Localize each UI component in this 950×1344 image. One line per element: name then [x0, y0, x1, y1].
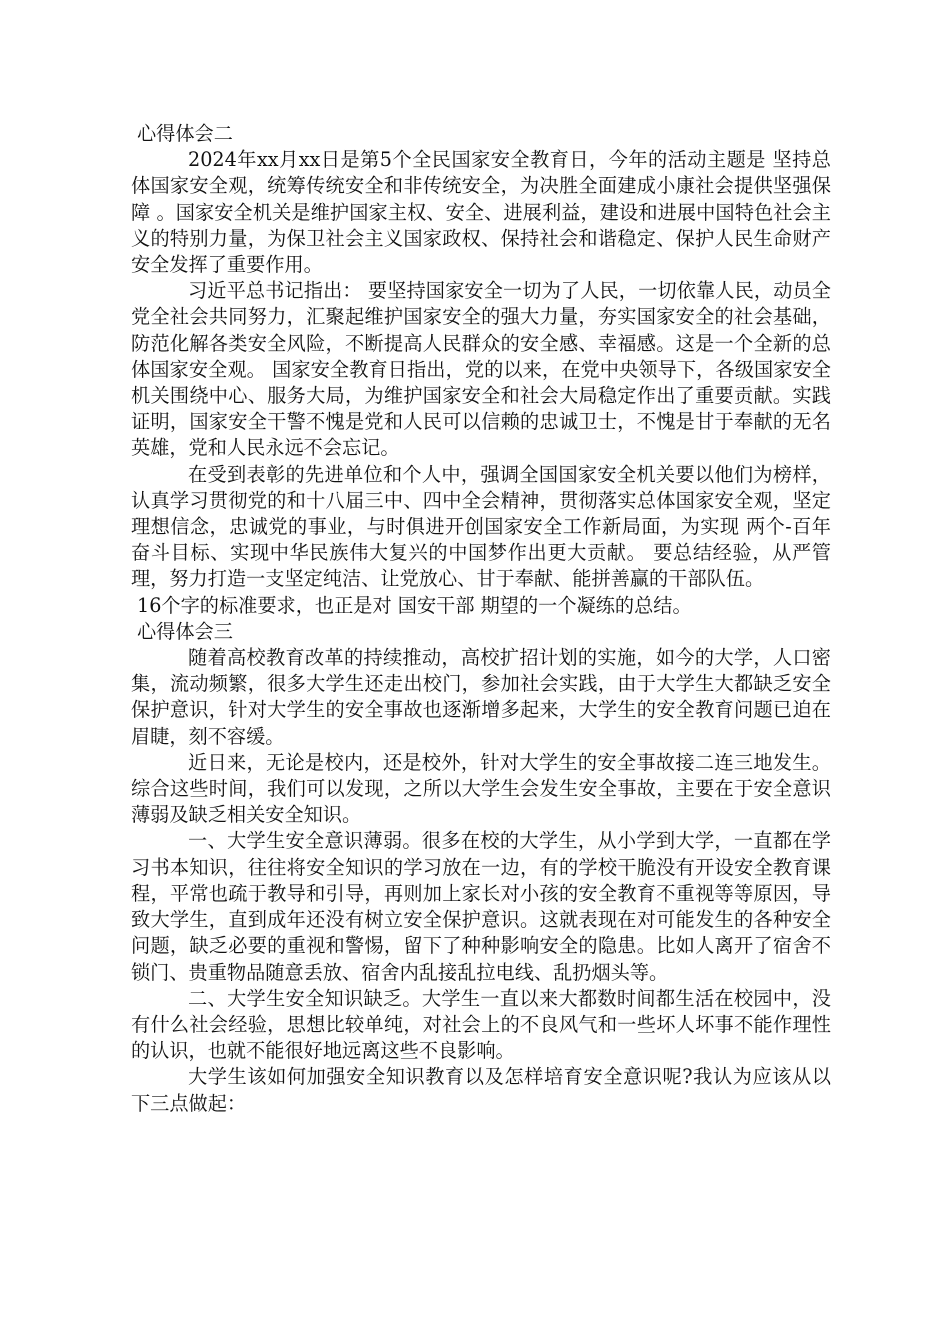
- paragraph: 大学生该如何加强安全知识教育以及怎样培育安全意识呢?我认为应该从以下三点做起：: [131, 1065, 831, 1115]
- paragraph: 习近平总书记指出： 要坚持国家安全一切为了人民，一切依靠人民，动员全党全社会共同努力，汇聚起维护国家安全的强大力量，夯实国家安全的社会基础，防范化解各类安全风险，不断提高人民群众的安全感、幸福感。这是一个全新的总体国家安全观。 国家安全教育日指出，党的以来，在党中央领导下，各级国家安全机关围绕中心、服务大局，为维护国家安全和社会大局稳定作出了重要贡献。实践证明，国家安全干警不愧是党和人民可以信赖的忠诚卫士，不愧是甘于奉献的无名英雄，党和人民永远不会忘记。: [131, 279, 831, 460]
- section-heading-3: 心得体会三: [137, 619, 233, 643]
- paragraph: 二、大学生安全知识缺乏。大学生一直以来大都数时间都生活在校园中，没有什么社会经验，思想比较单纯，对社会上的不良风气和一些坏人坏事不能作理性的认识，也就不能很好地远离这些不良影响。: [131, 986, 831, 1063]
- section-heading-2: 心得体会二: [137, 122, 233, 145]
- paragraph: 2024年xx月xx日是第5个全民国家安全教育日，今年的活动主题是 坚持总体国家安全观，统筹传统安全和非传统安全，为决胜全面建成小康社会提供坚强保障 。国家安全机关是维护国家主权、安全、进展利益，建设和进展中国特色社会主义的特别力量，为保卫社会主义国家政权、保持社会和谐稳定、保护人民生命财产安全发挥了重要作用。: [131, 148, 831, 277]
- paragraph: 16个字的标准要求，也正是对 国安干部 期望的一个凝练的总结。: [137, 593, 692, 617]
- paragraph: 在受到表彰的先进单位和个人中，强调全国国家安全机关要以他们为榜样，认真学习贯彻党的和十八届三中、四中全会精神，贯彻落实总体国家安全观，坚定理想信念，忠诚党的事业，与时俱进开创国家安全工作新局面，为实现 两个-百年 奋斗目标、实现中华民族伟大复兴的中国梦作出更大贡献。 要总结经验，从严管理，努力打造一支坚定纯洁、让党放心、甘于奉献、能拼善赢的干部队伍。: [131, 462, 831, 591]
- paragraph: 近日来，无论是校内，还是校外，针对大学生的安全事故接二连三地发生。综合这些时间，我们可以发现，之所以大学生会发生安全事故，主要在于安全意识薄弱及缺乏相关安全知识。: [131, 750, 831, 827]
- document-page: [131, 121, 831, 1117]
- paragraph: 随着高校教育改革的持续推动，高校扩招计划的实施，如今的大学，人口密集，流动频繁，很多大学生还走出校门，参加社会实践，由于大学生大都缺乏安全保护意识，针对大学生的安全事故也逐渐增多起来，大学生的安全教育问题已迫在眉睫，刻不容缓。: [131, 646, 831, 748]
- paragraph: 一、大学生安全意识薄弱。很多在校的大学生，从小学到大学，一直都在学习书本知识，往往将安全知识的学习放在一边，有的学校干脆没有开设安全教育课程，平常也疏于教导和引导，再则加上家长对小孩的安全教育不重视等等原因，导致大学生，直到成年还没有树立安全保护意识。这就表现在对可能发生的各种安全问题，缺乏必要的重视和警惕，留下了种种影响安全的隐患。比如人离开了宿舍不锁门、贵重物品随意丢放、宿舍内乱接乱拉电线、乱扔烟头等。: [131, 829, 831, 984]
